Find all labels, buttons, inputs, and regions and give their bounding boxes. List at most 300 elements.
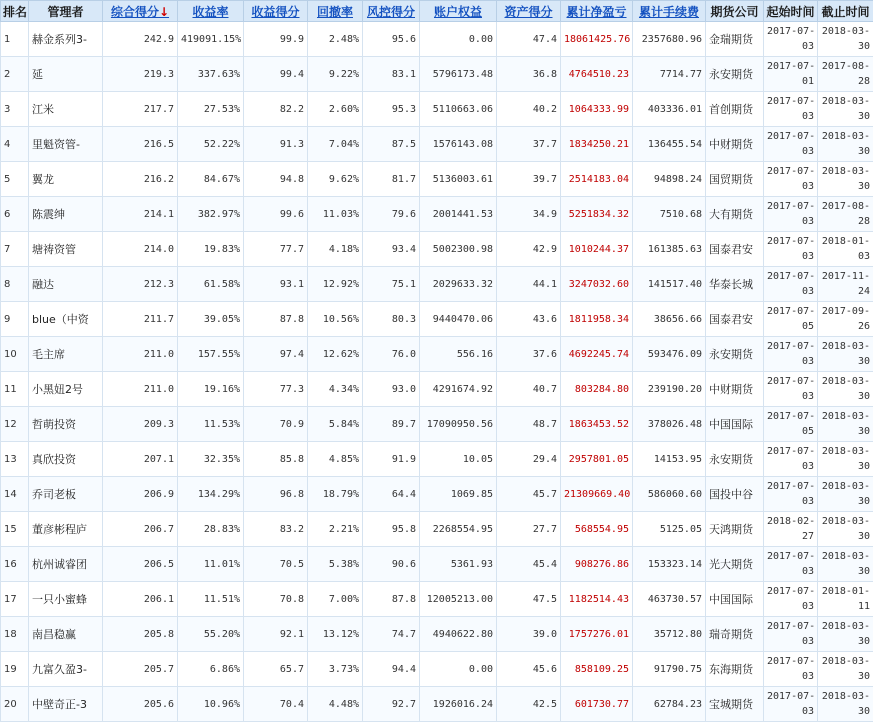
cell-rank: 16 <box>1 547 29 582</box>
cell-equity: 556.16 <box>420 337 497 372</box>
end-date-line1: 2018-03- <box>821 551 870 562</box>
cell-composite-score: 214.1 <box>103 197 178 232</box>
table-row <box>1 162 873 197</box>
cell-rank: 13 <box>1 442 29 477</box>
start-date-line1: 2017-07- <box>767 131 816 142</box>
cell-broker: 永安期货 <box>706 57 764 92</box>
cell-manager-link[interactable]: 一只小蜜蜂 <box>29 582 103 617</box>
cell-rank: 8 <box>1 267 29 302</box>
cell-net-pnl: 2957801.05 <box>561 442 633 477</box>
end-date-line1: 2017-11- <box>821 271 870 282</box>
cell-manager-link[interactable]: 陈震绅 <box>29 197 103 232</box>
cell-asset-score: 37.7 <box>497 127 561 162</box>
cell-return-score: 77.3 <box>244 372 308 407</box>
table-row <box>1 127 873 162</box>
sort-return-rate[interactable]: 收益率 <box>178 1 244 22</box>
table-row <box>1 442 873 477</box>
cell-asset-score: 34.9 <box>497 197 561 232</box>
end-date-line2: 30 <box>857 356 870 367</box>
sort-risk-score[interactable]: 风控得分 <box>363 1 420 22</box>
end-date-line2: 03 <box>857 251 870 262</box>
start-date-line2: 03 <box>801 41 814 52</box>
cell-broker: 永安期货 <box>706 337 764 372</box>
cell-drawdown: 4.48% <box>308 687 363 722</box>
cell-start-date <box>764 442 818 477</box>
end-date-line1: 2018-03- <box>821 411 870 422</box>
cell-asset-score: 45.4 <box>497 547 561 582</box>
start-date-line2: 03 <box>801 566 814 577</box>
table-row <box>1 547 873 582</box>
cell-net-pnl: 1010244.37 <box>561 232 633 267</box>
cell-broker: 华泰长城 <box>706 267 764 302</box>
cell-broker: 瑞奇期货 <box>706 617 764 652</box>
table-row <box>1 57 873 92</box>
cell-manager-link[interactable]: 杭州诚睿团 <box>29 547 103 582</box>
cell-manager-link[interactable]: 南昌稳赢 <box>29 617 103 652</box>
cell-composite-score: 205.8 <box>103 617 178 652</box>
cell-equity: 2029633.32 <box>420 267 497 302</box>
cell-risk-score: 89.7 <box>363 407 420 442</box>
cell-start-date <box>764 127 818 162</box>
cell-manager-link[interactable]: blue（中资 <box>29 302 103 337</box>
table-row <box>1 687 873 722</box>
cell-return-score: 94.8 <box>244 162 308 197</box>
end-date-line2: 30 <box>857 111 870 122</box>
cell-composite-score: 216.5 <box>103 127 178 162</box>
cell-equity: 5110663.06 <box>420 92 497 127</box>
end-date-line1: 2018-01- <box>821 236 870 247</box>
cell-risk-score: 80.3 <box>363 302 420 337</box>
end-date-line1: 2018-03- <box>821 26 870 37</box>
cell-drawdown: 2.21% <box>308 512 363 547</box>
end-date-line1: 2017-09- <box>821 306 870 317</box>
cell-manager-link[interactable]: 融达 <box>29 267 103 302</box>
cell-broker: 光大期货 <box>706 547 764 582</box>
cell-fees: 91790.75 <box>633 652 706 687</box>
cell-risk-score: 90.6 <box>363 547 420 582</box>
sort-net-pnl[interactable]: 累计净盈亏 <box>561 1 633 22</box>
cell-end-date <box>818 652 873 687</box>
cell-asset-score: 47.5 <box>497 582 561 617</box>
end-date-line1: 2017-08- <box>821 201 870 212</box>
cell-broker: 中国国际 <box>706 407 764 442</box>
cell-manager-link[interactable]: 延 <box>29 57 103 92</box>
cell-net-pnl: 1182514.43 <box>561 582 633 617</box>
cell-start-date <box>764 512 818 547</box>
end-date-line2: 30 <box>857 671 870 682</box>
cell-net-pnl: 803284.80 <box>561 372 633 407</box>
cell-fees: 586060.60 <box>633 477 706 512</box>
end-date-line2: 30 <box>857 461 870 472</box>
end-date-line2: 30 <box>857 181 870 192</box>
cell-equity: 2001441.53 <box>420 197 497 232</box>
cell-start-date <box>764 162 818 197</box>
cell-return-rate: 337.63% <box>178 57 244 92</box>
cell-end-date <box>818 92 873 127</box>
cell-rank: 9 <box>1 302 29 337</box>
end-date-line1: 2018-03- <box>821 656 870 667</box>
start-date-line2: 03 <box>801 636 814 647</box>
cell-fees: 94898.24 <box>633 162 706 197</box>
cell-return-rate: 27.53% <box>178 92 244 127</box>
cell-equity: 1926016.24 <box>420 687 497 722</box>
cell-return-rate: 11.51% <box>178 582 244 617</box>
cell-end-date <box>818 267 873 302</box>
cell-asset-score: 48.7 <box>497 407 561 442</box>
cell-asset-score: 45.6 <box>497 652 561 687</box>
cell-drawdown: 3.73% <box>308 652 363 687</box>
header-manager: 管理者 <box>29 1 103 22</box>
cell-start-date <box>764 372 818 407</box>
start-date-line1: 2018-02- <box>767 516 816 527</box>
cell-broker: 国投中谷 <box>706 477 764 512</box>
cell-risk-score: 95.6 <box>363 22 420 57</box>
cell-composite-score: 212.3 <box>103 267 178 302</box>
cell-fees: 7510.68 <box>633 197 706 232</box>
cell-equity: 4940622.80 <box>420 617 497 652</box>
cell-composite-score: 205.7 <box>103 652 178 687</box>
cell-asset-score: 37.6 <box>497 337 561 372</box>
cell-equity: 1069.85 <box>420 477 497 512</box>
cell-equity: 0.00 <box>420 652 497 687</box>
cell-asset-score: 47.4 <box>497 22 561 57</box>
cell-rank: 7 <box>1 232 29 267</box>
cell-start-date <box>764 302 818 337</box>
cell-net-pnl: 1064333.99 <box>561 92 633 127</box>
cell-equity: 12005213.00 <box>420 582 497 617</box>
sort-return-score[interactable]: 收益得分 <box>244 1 308 22</box>
cell-return-rate: 157.55% <box>178 337 244 372</box>
start-date-line2: 03 <box>801 671 814 682</box>
cell-net-pnl: 1863453.52 <box>561 407 633 442</box>
cell-broker: 首创期货 <box>706 92 764 127</box>
cell-start-date <box>764 687 818 722</box>
cell-rank: 11 <box>1 372 29 407</box>
cell-end-date <box>818 442 873 477</box>
cell-start-date <box>764 232 818 267</box>
cell-rank: 12 <box>1 407 29 442</box>
cell-return-rate: 6.86% <box>178 652 244 687</box>
cell-end-date <box>818 302 873 337</box>
cell-return-score: 77.7 <box>244 232 308 267</box>
start-date-line2: 03 <box>801 181 814 192</box>
cell-drawdown: 9.62% <box>308 162 363 197</box>
cell-rank: 6 <box>1 197 29 232</box>
header-end: 截止时间 <box>818 1 873 22</box>
start-date-line2: 03 <box>801 601 814 612</box>
table-row <box>1 302 873 337</box>
cell-start-date <box>764 22 818 57</box>
cell-net-pnl: 2514183.04 <box>561 162 633 197</box>
start-date-line2: 03 <box>801 356 814 367</box>
cell-composite-score: 211.7 <box>103 302 178 337</box>
cell-return-score: 99.9 <box>244 22 308 57</box>
table-row <box>1 582 873 617</box>
cell-fees: 153323.14 <box>633 547 706 582</box>
cell-net-pnl: 18061425.76 <box>561 22 633 57</box>
cell-broker: 中财期货 <box>706 372 764 407</box>
cell-fees: 7714.77 <box>633 57 706 92</box>
cell-manager-link[interactable]: 小黑妞2号 <box>29 372 103 407</box>
cell-net-pnl: 4692245.74 <box>561 337 633 372</box>
cell-return-rate: 11.53% <box>178 407 244 442</box>
start-date-line2: 03 <box>801 251 814 262</box>
end-date-line2: 30 <box>857 566 870 577</box>
cell-fees: 5125.05 <box>633 512 706 547</box>
cell-return-score: 82.2 <box>244 92 308 127</box>
cell-drawdown: 4.34% <box>308 372 363 407</box>
cell-fees: 593476.09 <box>633 337 706 372</box>
cell-end-date <box>818 337 873 372</box>
start-date-line2: 03 <box>801 146 814 157</box>
start-date-line2: 05 <box>801 321 814 332</box>
table-row <box>1 407 873 442</box>
end-date-line2: 30 <box>857 496 870 507</box>
sort-composite-score[interactable] <box>103 1 178 22</box>
cell-start-date <box>764 582 818 617</box>
cell-return-rate: 19.83% <box>178 232 244 267</box>
cell-asset-score: 42.5 <box>497 687 561 722</box>
cell-manager-link[interactable]: 哲萌投资 <box>29 407 103 442</box>
end-date-line1: 2018-03- <box>821 341 870 352</box>
cell-manager-link[interactable]: 乔司老板 <box>29 477 103 512</box>
cell-rank: 5 <box>1 162 29 197</box>
table-row <box>1 372 873 407</box>
cell-manager-link[interactable]: 中壁奇正-3 <box>29 687 103 722</box>
table-body <box>1 22 873 722</box>
end-date-line2: 30 <box>857 391 870 402</box>
cell-rank: 14 <box>1 477 29 512</box>
cell-end-date <box>818 477 873 512</box>
end-date-line1: 2018-01- <box>821 586 870 597</box>
cell-return-rate: 10.96% <box>178 687 244 722</box>
cell-equity: 17090950.56 <box>420 407 497 442</box>
cell-risk-score: 87.8 <box>363 582 420 617</box>
start-date-line1: 2017-07- <box>767 656 816 667</box>
start-date-line1: 2017-07- <box>767 551 816 562</box>
cell-end-date <box>818 512 873 547</box>
table-row <box>1 232 873 267</box>
end-date-line1: 2018-03- <box>821 621 870 632</box>
start-date-line2: 03 <box>801 391 814 402</box>
cell-net-pnl: 1811958.34 <box>561 302 633 337</box>
cell-drawdown: 2.60% <box>308 92 363 127</box>
cell-equity: 0.00 <box>420 22 497 57</box>
cell-manager-link[interactable]: 真欣投资 <box>29 442 103 477</box>
cell-return-score: 97.4 <box>244 337 308 372</box>
cell-drawdown: 7.00% <box>308 582 363 617</box>
cell-start-date <box>764 337 818 372</box>
start-date-line1: 2017-07- <box>767 166 816 177</box>
table-row <box>1 512 873 547</box>
cell-composite-score: 209.3 <box>103 407 178 442</box>
cell-composite-score: 211.0 <box>103 372 178 407</box>
start-date-line2: 03 <box>801 286 814 297</box>
cell-return-score: 91.3 <box>244 127 308 162</box>
cell-drawdown: 5.84% <box>308 407 363 442</box>
cell-end-date <box>818 617 873 652</box>
cell-return-score: 85.8 <box>244 442 308 477</box>
cell-drawdown: 18.79% <box>308 477 363 512</box>
cell-net-pnl: 858109.25 <box>561 652 633 687</box>
cell-return-score: 87.8 <box>244 302 308 337</box>
start-date-line1: 2017-07- <box>767 586 816 597</box>
cell-manager-link[interactable]: 里魁资管- <box>29 127 103 162</box>
cell-asset-score: 44.1 <box>497 267 561 302</box>
table-row <box>1 92 873 127</box>
cell-start-date <box>764 267 818 302</box>
cell-rank: 1 <box>1 22 29 57</box>
end-date-line1: 2018-03- <box>821 131 870 142</box>
cell-composite-score: 205.6 <box>103 687 178 722</box>
cell-composite-score: 216.2 <box>103 162 178 197</box>
start-date-line1: 2017-07- <box>767 61 816 72</box>
cell-end-date <box>818 127 873 162</box>
cell-asset-score: 43.6 <box>497 302 561 337</box>
cell-return-score: 99.6 <box>244 197 308 232</box>
cell-drawdown: 4.85% <box>308 442 363 477</box>
cell-composite-score: 206.1 <box>103 582 178 617</box>
cell-broker: 中国国际 <box>706 582 764 617</box>
end-date-line1: 2018-03- <box>821 516 870 527</box>
cell-net-pnl: 4764510.23 <box>561 57 633 92</box>
cell-start-date <box>764 547 818 582</box>
cell-return-rate: 11.01% <box>178 547 244 582</box>
cell-start-date <box>764 407 818 442</box>
cell-risk-score: 87.5 <box>363 127 420 162</box>
sort-fees[interactable]: 累计手续费 <box>633 1 706 22</box>
header-start: 起始时间 <box>764 1 818 22</box>
cell-equity: 9440470.06 <box>420 302 497 337</box>
cell-rank: 18 <box>1 617 29 652</box>
cell-end-date <box>818 162 873 197</box>
cell-start-date <box>764 57 818 92</box>
cell-risk-score: 93.4 <box>363 232 420 267</box>
cell-broker: 东海期货 <box>706 652 764 687</box>
start-date-line1: 2017-07- <box>767 341 816 352</box>
table-header <box>1 1 873 22</box>
cell-return-score: 70.5 <box>244 547 308 582</box>
cell-drawdown: 2.48% <box>308 22 363 57</box>
cell-broker: 永安期货 <box>706 442 764 477</box>
cell-rank: 4 <box>1 127 29 162</box>
end-date-line1: 2018-03- <box>821 376 870 387</box>
end-date-line1: 2018-03- <box>821 166 870 177</box>
cell-manager-link[interactable]: 翼龙 <box>29 162 103 197</box>
cell-rank: 2 <box>1 57 29 92</box>
cell-broker: 宝城期货 <box>706 687 764 722</box>
start-date-line1: 2017-07- <box>767 376 816 387</box>
cell-composite-score: 211.0 <box>103 337 178 372</box>
cell-composite-score: 242.9 <box>103 22 178 57</box>
cell-risk-score: 91.9 <box>363 442 420 477</box>
cell-start-date <box>764 617 818 652</box>
cell-asset-score: 39.0 <box>497 617 561 652</box>
cell-equity: 10.05 <box>420 442 497 477</box>
cell-net-pnl: 3247032.60 <box>561 267 633 302</box>
cell-broker: 中财期货 <box>706 127 764 162</box>
cell-broker: 金瑞期货 <box>706 22 764 57</box>
cell-drawdown: 4.18% <box>308 232 363 267</box>
cell-asset-score: 45.7 <box>497 477 561 512</box>
cell-return-rate: 84.67% <box>178 162 244 197</box>
end-date-line1: 2018-03- <box>821 691 870 702</box>
sort-asset-score[interactable]: 资产得分 <box>497 1 561 22</box>
end-date-line1: 2018-03- <box>821 446 870 457</box>
cell-return-score: 70.8 <box>244 582 308 617</box>
cell-fees: 463730.57 <box>633 582 706 617</box>
cell-risk-score: 81.7 <box>363 162 420 197</box>
cell-return-score: 70.9 <box>244 407 308 442</box>
sort-equity[interactable]: 账户权益 <box>420 1 497 22</box>
cell-end-date <box>818 407 873 442</box>
start-date-line2: 03 <box>801 461 814 472</box>
cell-return-score: 70.4 <box>244 687 308 722</box>
cell-drawdown: 7.04% <box>308 127 363 162</box>
start-date-line2: 03 <box>801 496 814 507</box>
cell-net-pnl: 1834250.21 <box>561 127 633 162</box>
start-date-line2: 03 <box>801 216 814 227</box>
sort-desc-arrow-icon: ↓ <box>158 4 170 19</box>
cell-end-date <box>818 372 873 407</box>
cell-equity: 5796173.48 <box>420 57 497 92</box>
cell-net-pnl: 5251834.32 <box>561 197 633 232</box>
cell-fees: 403336.01 <box>633 92 706 127</box>
cell-net-pnl: 21309669.40 <box>561 477 633 512</box>
cell-asset-score: 40.7 <box>497 372 561 407</box>
cell-broker: 天鸿期货 <box>706 512 764 547</box>
cell-manager-link[interactable]: 赫金系列3- <box>29 22 103 57</box>
end-date-line2: 28 <box>857 76 870 87</box>
cell-fees: 35712.80 <box>633 617 706 652</box>
end-date-line2: 11 <box>857 601 870 612</box>
cell-fees: 2357680.96 <box>633 22 706 57</box>
cell-return-rate: 134.29% <box>178 477 244 512</box>
cell-end-date <box>818 232 873 267</box>
cell-risk-score: 95.3 <box>363 92 420 127</box>
cell-manager-link[interactable]: 江米 <box>29 92 103 127</box>
end-date-line2: 30 <box>857 636 870 647</box>
cell-composite-score: 207.1 <box>103 442 178 477</box>
cell-manager-link[interactable]: 九富久盈3- <box>29 652 103 687</box>
cell-risk-score: 92.7 <box>363 687 420 722</box>
end-date-line2: 30 <box>857 146 870 157</box>
cell-return-score: 93.1 <box>244 267 308 302</box>
cell-rank: 19 <box>1 652 29 687</box>
cell-return-rate: 382.97% <box>178 197 244 232</box>
start-date-line1: 2017-07- <box>767 236 816 247</box>
end-date-line2: 26 <box>857 321 870 332</box>
cell-start-date <box>764 477 818 512</box>
cell-risk-score: 74.7 <box>363 617 420 652</box>
cell-manager-link[interactable]: 塘祷资管 <box>29 232 103 267</box>
cell-end-date <box>818 582 873 617</box>
cell-equity: 5361.93 <box>420 547 497 582</box>
cell-return-score: 92.1 <box>244 617 308 652</box>
cell-fees: 38656.66 <box>633 302 706 337</box>
cell-equity: 2268554.95 <box>420 512 497 547</box>
cell-rank: 17 <box>1 582 29 617</box>
start-date-line1: 2017-07- <box>767 201 816 212</box>
cell-manager-link[interactable]: 董彦彬程庐 <box>29 512 103 547</box>
sort-drawdown[interactable]: 回撤率 <box>308 1 363 22</box>
cell-manager-link[interactable]: 毛主席 <box>29 337 103 372</box>
header-rank: 排名 <box>1 1 29 22</box>
end-date-line2: 30 <box>857 706 870 717</box>
cell-return-rate: 52.22% <box>178 127 244 162</box>
start-date-line1: 2017-07- <box>767 411 816 422</box>
table-row <box>1 617 873 652</box>
